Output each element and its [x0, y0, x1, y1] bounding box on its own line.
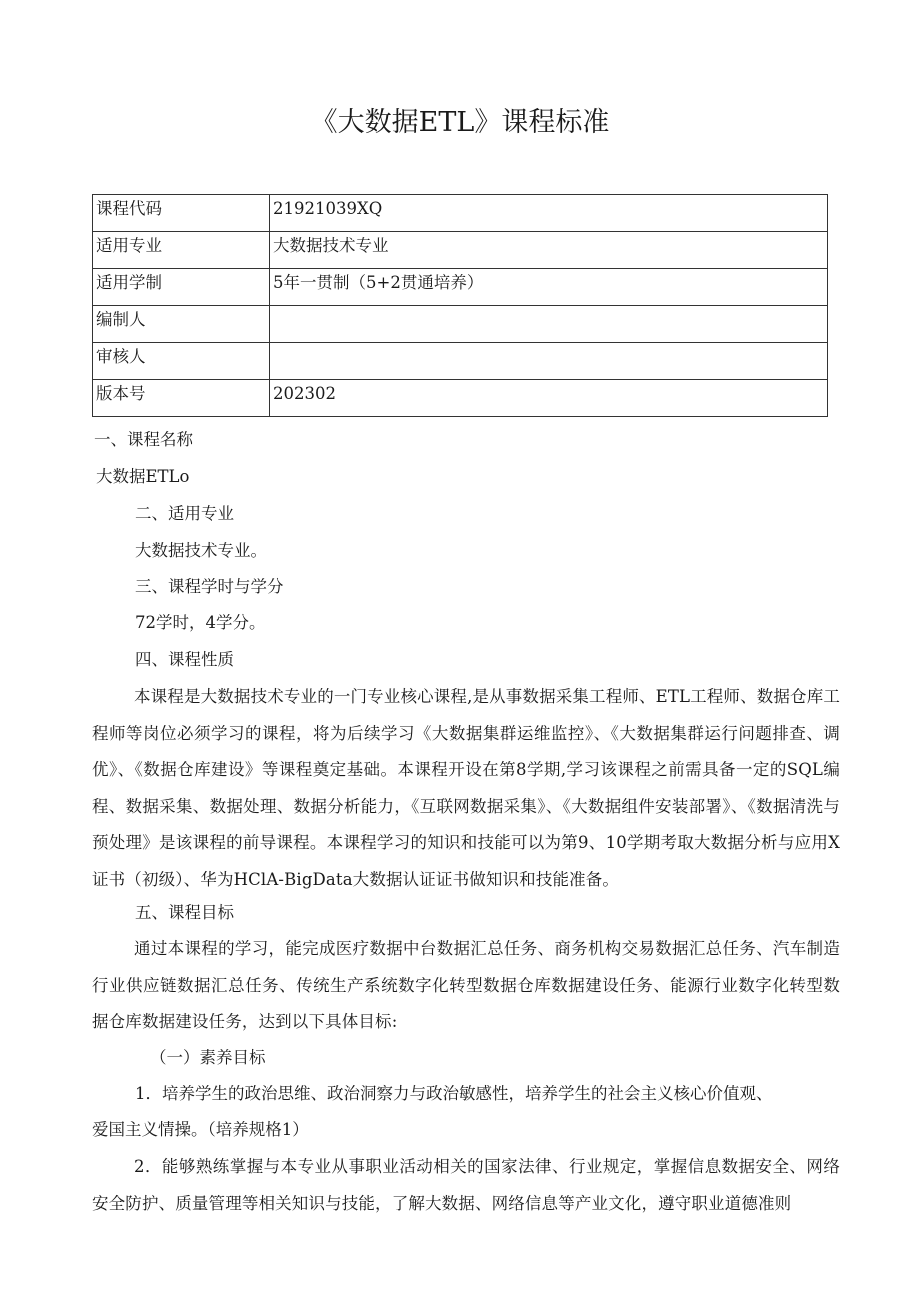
subsection-heading-literacy: （一）素养目标	[150, 1048, 266, 1067]
row-label: 版本号	[93, 380, 270, 417]
row-label: 适用学制	[93, 269, 270, 306]
major-text: 大数据技术专业。	[135, 541, 267, 560]
section-heading-major: 二、适用专业	[135, 504, 234, 523]
row-value	[270, 306, 828, 343]
row-label: 审核人	[93, 343, 270, 380]
table-row	[93, 232, 828, 269]
course-name-text: 大数据ETLo	[96, 467, 190, 486]
row-label: 课程代码	[93, 195, 270, 232]
table-row	[93, 269, 828, 306]
row-value: 202302	[270, 380, 828, 417]
row-value: 大数据技术专业	[270, 232, 828, 269]
row-label: 编制人	[93, 306, 270, 343]
row-value	[270, 343, 828, 380]
table-row	[93, 306, 828, 343]
row-label: 适用专业	[93, 232, 270, 269]
hours-text: 72学时，4学分。	[135, 613, 266, 632]
document-title: 《大数据ETL》课程标准	[310, 107, 610, 138]
course-info-table	[92, 194, 828, 417]
table-row	[93, 380, 828, 417]
objective-item-1-line-2: 爱国主义情操。（培养规格1）	[92, 1120, 309, 1139]
section-heading-hours: 三、课程学时与学分	[135, 577, 284, 596]
row-value: 5年一贯制（5+2贯通培养）	[270, 269, 828, 306]
section-heading-objectives: 五、课程目标	[135, 903, 234, 922]
objective-item-2: 2．能够熟练掌握与本专业从事职业活动相关的国家法律、行业规定，掌握信息数据安全、网络安全防护、质量管理等相关知识与技能，了解大数据、网络信息等产业文化，遵守职业道德准则	[92, 1157, 840, 1213]
table-row	[93, 195, 828, 232]
objectives-paragraph: 通过本课程的学习，能完成医疗数据中台数据汇总任务、商务机构交易数据汇总任务、汽车制造行业供应链数据汇总任务、传统生产系统数字化转型数据仓库数据建设任务、能源行业数字化转型数据仓库数据建设任务，达到以下具体目标:	[92, 939, 840, 1031]
section-heading-course-name: 一、课程名称	[94, 430, 193, 449]
row-value: 21921039XQ	[270, 195, 828, 232]
table-row	[93, 343, 828, 380]
objective-item-1-line-1: 1．培养学生的政治思维、政治洞察力与政治敏感性，培养学生的社会主义核心价值观、	[135, 1084, 773, 1103]
course-nature-paragraph: 本课程是大数据技术专业的一门专业核心课程,是从事数据采集工程师、ETL工程师、数据仓库工程师等岗位必须学习的课程，将为后续学习《大数据集群运维监控》、《大数据集群运行问题排查、调优》、《数据仓库建设》等课程奠定基础。本课程开设在第8学期,学习该课程之前需具备一定的SQL编程、数据采集、数据处理、数据分析能力，《互联网数据采集》、《大数据组件安装部署》、《数据清洗与预处理》是该课程的前导课程。本课程学习的知识和技能可以为第9、10学期考取大数据分析与应用X证书（初级）、华为HClA-BigData大数据认证证书做知识和技能准备。	[92, 687, 840, 889]
section-heading-nature: 四、课程性质	[135, 650, 234, 669]
